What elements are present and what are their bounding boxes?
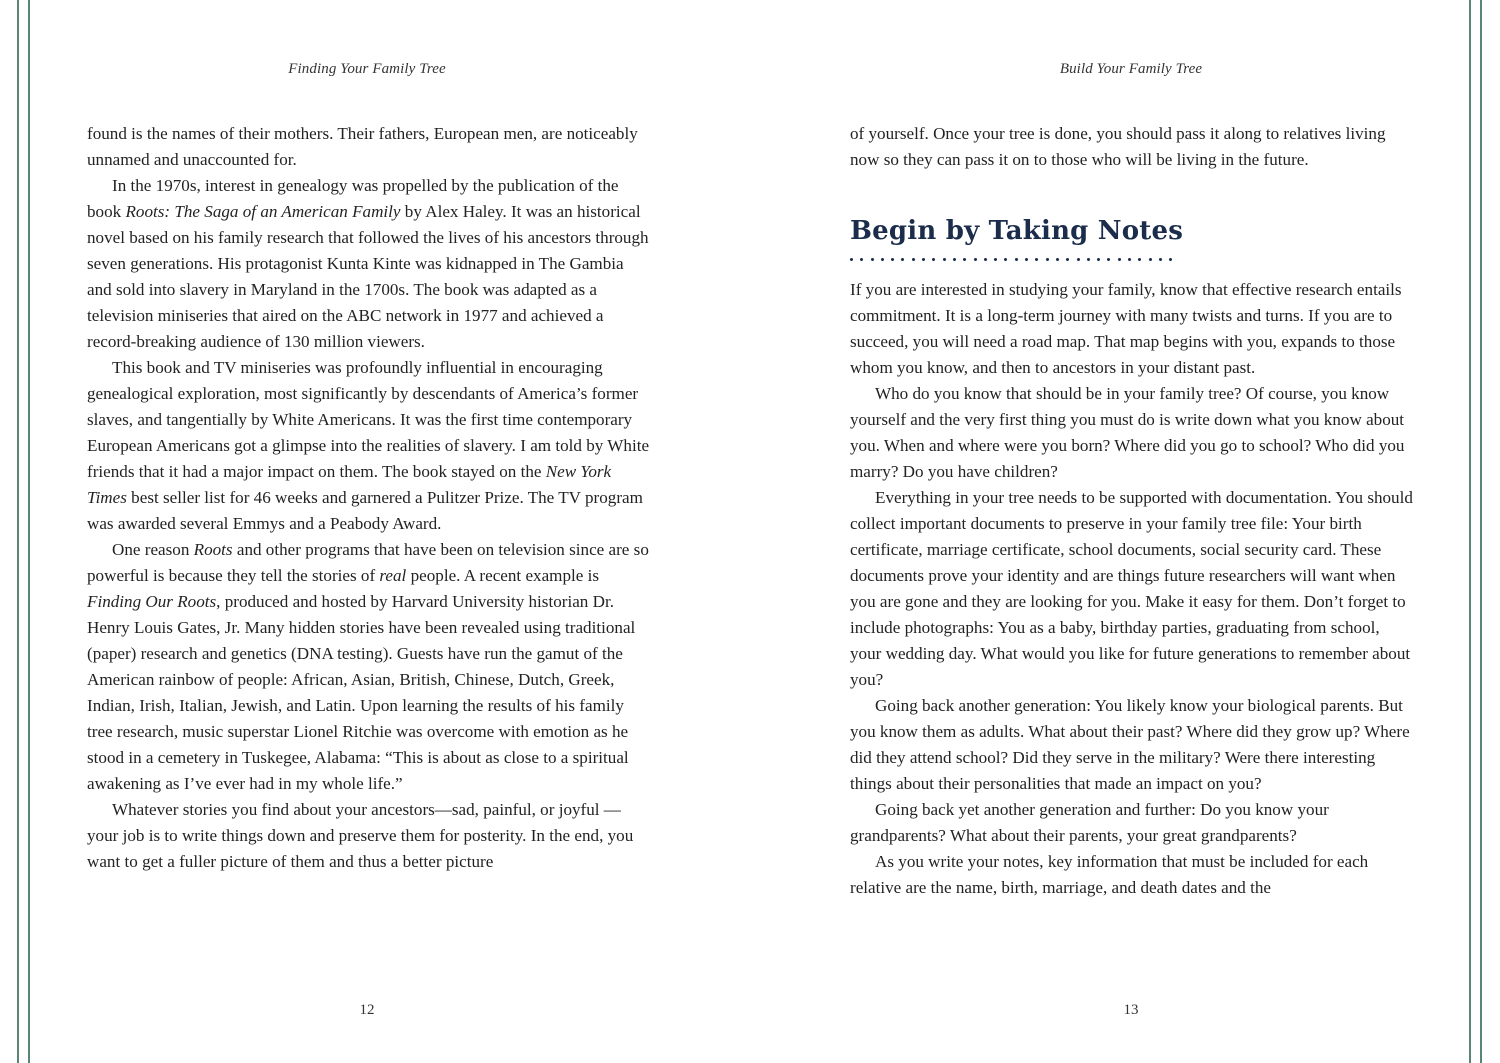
right-running-head: Build Your Family Tree bbox=[1059, 61, 1203, 77]
heading-dot bbox=[1159, 258, 1162, 261]
heading-dot bbox=[1035, 258, 1038, 261]
body-text-segment: by Alex Haley. It was an historical novel based on his family research that followed the lives of his ancestors through seven generations. His protagonist Kunta Kinte was kidnapped in The Gambia and sold into slavery in Maryland in the 1700s. The book was adapted as a television miniseries that aired on the ABC network in 1977 and achieved a record-breaking audience of 130 million viewers. bbox=[87, 202, 649, 351]
right-page-number: 13 bbox=[1123, 1002, 1139, 1018]
italic-title-text: New York Times bbox=[87, 462, 612, 507]
right-page bbox=[850, 0, 1413, 1063]
left-running-head: Finding Your Family Tree bbox=[288, 61, 446, 77]
heading-dot bbox=[1107, 258, 1110, 261]
body-text-segment: best seller list for 46 weeks and garnered a Pulitzer Prize. The TV program was awarded several Emmys and a Peabody Award. bbox=[87, 488, 643, 533]
body-text-segment: found is the names of their mothers. Their fathers, European men, are noticeably unnamed and unaccounted for. bbox=[87, 124, 638, 169]
body-text-segment: of yourself. Once your tree is done, you should pass it along to relatives living now so they can pass it on to those who will be living in the future. bbox=[850, 124, 1386, 169]
right-outer-border-line bbox=[1480, 0, 1482, 1063]
body-text-segment: This book and TV miniseries was profoundly influential in encouraging genealogical exploration, most significantly by descendants of America’s former slaves, and tangentially by White Americans. It was the first time contemporary European Americans got a glimpse into the realities of slavery. I am told by White friends that it had a major impact on them. The book stayed on the bbox=[87, 358, 650, 481]
left-page bbox=[87, 0, 652, 1063]
body-text-segment: Going back another generation: You likely know your biological parents. But you know them as adults. What about their past? Where did they grow up? Where did they attend school? Did they serve in the military? Were there interesting things about their personalities that made an impact on you? bbox=[850, 696, 1410, 793]
heading-dot bbox=[1056, 258, 1059, 261]
heading-dot bbox=[1118, 258, 1121, 261]
body-text-segment: Going back yet another generation and further: Do you know your grandparents? What about their parents, your great grandparents? bbox=[850, 800, 1329, 845]
left-outer-border-line bbox=[17, 0, 19, 1063]
paragraph bbox=[850, 277, 1413, 381]
body-text-segment: and other programs that have been on television since are so powerful is because they tell the stories of bbox=[87, 540, 649, 585]
heading-dot bbox=[901, 258, 904, 261]
heading-dot bbox=[1046, 258, 1049, 261]
heading-dot bbox=[860, 258, 863, 261]
paragraph bbox=[87, 121, 652, 173]
heading-dot bbox=[912, 258, 915, 261]
italic-title-text: Roots: The Saga of an American Family bbox=[125, 202, 401, 221]
heading-dot bbox=[850, 258, 853, 261]
paragraph bbox=[850, 485, 1413, 693]
heading-dot bbox=[1077, 258, 1080, 261]
heading-dotted-rule bbox=[850, 258, 1180, 262]
italic-title-text: Finding Our Roots bbox=[87, 592, 217, 611]
heading-dot bbox=[891, 258, 894, 261]
right-page-body bbox=[850, 277, 1413, 901]
italic-title-text: real bbox=[379, 566, 407, 585]
left-page-body bbox=[87, 121, 652, 875]
heading-dot bbox=[963, 258, 966, 261]
paragraph bbox=[87, 355, 652, 537]
right-page-continuation bbox=[850, 121, 1413, 173]
heading-dot bbox=[922, 258, 925, 261]
body-text-segment: people. A recent example is bbox=[406, 566, 600, 585]
left-inner-border-line bbox=[28, 0, 30, 1063]
heading-dot bbox=[953, 258, 956, 261]
paragraph bbox=[87, 173, 652, 355]
body-text-segment: , produced and hosted by Harvard University historian Dr. Henry Louis Gates, Jr. Many hidden stories have been revealed using traditional (paper) research and genetics (DNA testing). Guests have run the gamut of the American rainbow of people: African, Asian, British, Chinese, Dutch, Greek, Indian, Irish, Italian, Jewish, and Latin. Upon learning the results of his family tree research, music superstar Lionel Ritchie was overcome with emotion as he stood in a cemetery in Tuskegee, Alabama: “This is about as close to a spiritual awakening as I’ve ever had in my whole life.” bbox=[87, 592, 636, 793]
body-text-segment: As you write your notes, key information that must be included for each relative are the name, birth, marriage, and death dates and the bbox=[850, 852, 1369, 897]
body-text-segment: Whatever stories you find about your ancestors—sad, painful, or joyful —your job is to write things down and preserve them for posterity. In the end, you want to get a fuller picture of them and thus a better picture bbox=[87, 800, 634, 871]
heading-dot bbox=[1097, 258, 1100, 261]
body-text-segment: Who do you know that should be in your family tree? Of course, you know yourself and the very first thing you must do is write down what you know about you. When and where were you born? Where did you go to school? Who did you marry? Do you have children? bbox=[850, 384, 1405, 481]
heading-dot bbox=[881, 258, 884, 261]
paragraph bbox=[850, 381, 1413, 485]
heading-dot bbox=[1169, 258, 1172, 261]
heading-dot bbox=[1149, 258, 1152, 261]
heading-dot bbox=[994, 258, 997, 261]
heading-dot bbox=[1004, 258, 1007, 261]
body-text-segment: One reason bbox=[112, 540, 194, 559]
right-inner-border-line bbox=[1469, 0, 1471, 1063]
heading-dot bbox=[974, 258, 977, 261]
heading-dot bbox=[1015, 258, 1018, 261]
left-page-number: 12 bbox=[359, 1002, 375, 1018]
heading-dot bbox=[1128, 258, 1131, 261]
paragraph bbox=[850, 693, 1413, 797]
section-heading: Begin by Taking Notes bbox=[850, 216, 1184, 246]
heading-dot bbox=[871, 258, 874, 261]
heading-dot bbox=[984, 258, 987, 261]
paragraph bbox=[850, 849, 1413, 901]
body-text-segment: Everything in your tree needs to be supported with documentation. You should collect important documents to preserve in your family tree file: Your birth certificate, marriage certificate, school documents, social security card. These documents prove your identity and are things future researchers will want when you are gone and they are looking for you. Make it easy for them. Don’t forget to include photographs: You as a baby, birthday parties, graduating from school, your wedding day. What would you like for future generations to remember about you? bbox=[850, 488, 1413, 689]
heading-dot bbox=[1138, 258, 1141, 261]
body-text-segment: In the 1970s, interest in genealogy was propelled by the publication of the book bbox=[87, 176, 619, 221]
paragraph bbox=[87, 797, 652, 875]
heading-dot bbox=[1066, 258, 1069, 261]
heading-dot bbox=[1025, 258, 1028, 261]
heading-dot bbox=[932, 258, 935, 261]
paragraph bbox=[850, 797, 1413, 849]
paragraph bbox=[850, 121, 1413, 173]
body-text-segment: If you are interested in studying your family, know that effective research entails commitment. It is a long-term journey with many twists and turns. If you are to succeed, you will need a road map. That map begins with you, expands to those whom you know, and then to ancestors in your distant past. bbox=[850, 280, 1402, 377]
heading-dot bbox=[1087, 258, 1090, 261]
heading-dot bbox=[943, 258, 946, 261]
paragraph bbox=[87, 537, 652, 797]
italic-title-text: Roots bbox=[193, 540, 233, 559]
